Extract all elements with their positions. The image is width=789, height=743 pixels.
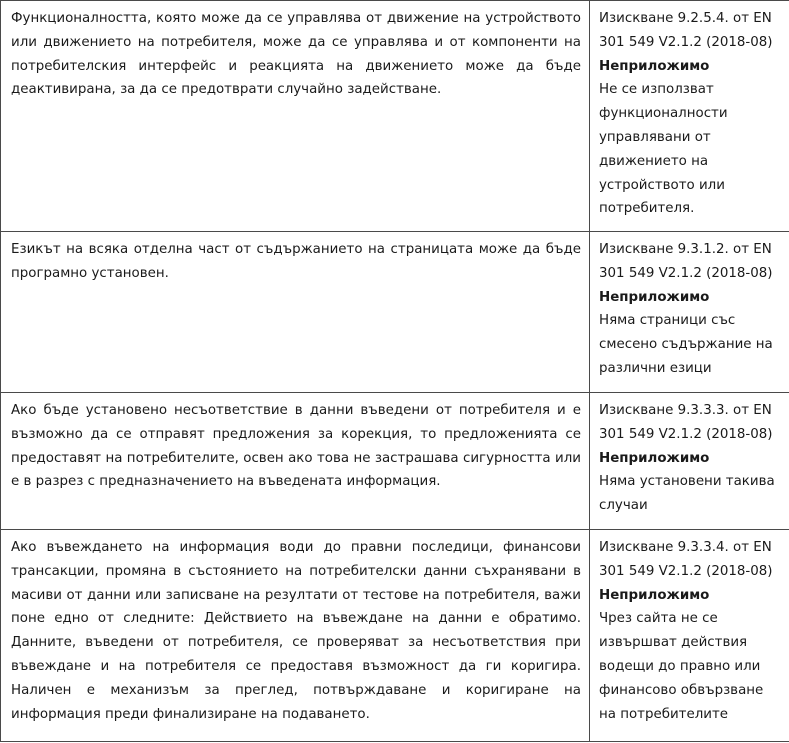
applicability-status: Неприложимо — [599, 58, 710, 74]
applicability-status: Неприложимо — [599, 450, 710, 466]
applicability-note: Няма установени такива случаи — [599, 474, 775, 514]
requirement-code: Изискване 9.3.3.3. от EN 301 549 V2.1.2 (2018-08) — [599, 403, 773, 442]
requirement-reference-cell — [590, 1, 789, 232]
applicability-note: Няма страници със смесено съдържание на различни езици — [599, 313, 773, 376]
table-row — [1, 530, 789, 742]
requirement-code: Изискване 9.3.3.4. от EN 301 549 V2.1.2 (2018-08) — [599, 540, 773, 579]
requirement-reference-cell — [590, 393, 789, 530]
requirement-description: Функционалността, която може да се управлява от движение на устройството или движението на потребителя, може да се управлява и от компоненти на потребителския интерфейс и реакцията на движението може да бъде деактивирана, за да се предотврати случайно задействане. — [1, 1, 590, 232]
applicability-note: Не се използват функционалности управлявани от движението на устройството или потребителя. — [599, 82, 728, 217]
applicability-status: Неприложимо — [599, 587, 710, 603]
applicability-note: Чрез сайта не се извършват действия водещи до правно или финансово обвързване на потребителите — [599, 611, 764, 722]
requirement-description: Езикът на всяка отделна част от съдържанието на страницата може да бъде програмно установен. — [1, 232, 590, 393]
requirement-reference-cell — [590, 530, 789, 742]
applicability-status: Неприложимо — [599, 289, 710, 305]
requirement-code: Изискване 9.2.5.4. от EN 301 549 V2.1.2 (2018-08) — [599, 11, 773, 50]
requirement-description: Ако въвежданeто на информация води до правни последици, финансови трансакции, промяна в състоянието на потребителски данни съхранявани в масиви от данни или записване на резултати от тестове на потребителя, важи поне едно от следните: Действието на въвеждане на данни е обратимо. Данните, въведени от потребителя, се проверяват за несъответствия при въвеждане и на потребителя се предоставя възможност да ги коригира. Наличен е механизъм за преглед, потвърждаване и коригиране на информация преди финализиране на подаването. — [1, 530, 590, 742]
table-row — [1, 1, 789, 232]
table-row — [1, 232, 789, 393]
requirement-description: Ако бъде установено несъответствие в данни въведени от потребителя и е възможно да се отправят предложения за корекция, то предложенията се предоставят на потребителите, освен ако това не застрашава сигурността или е в разрез с предназначението на въведената информация. — [1, 393, 590, 530]
requirement-code: Изискване 9.3.1.2. от EN 301 549 V2.1.2 (2018-08) — [599, 242, 773, 281]
table-row — [1, 393, 789, 530]
requirement-reference-cell — [590, 232, 789, 393]
